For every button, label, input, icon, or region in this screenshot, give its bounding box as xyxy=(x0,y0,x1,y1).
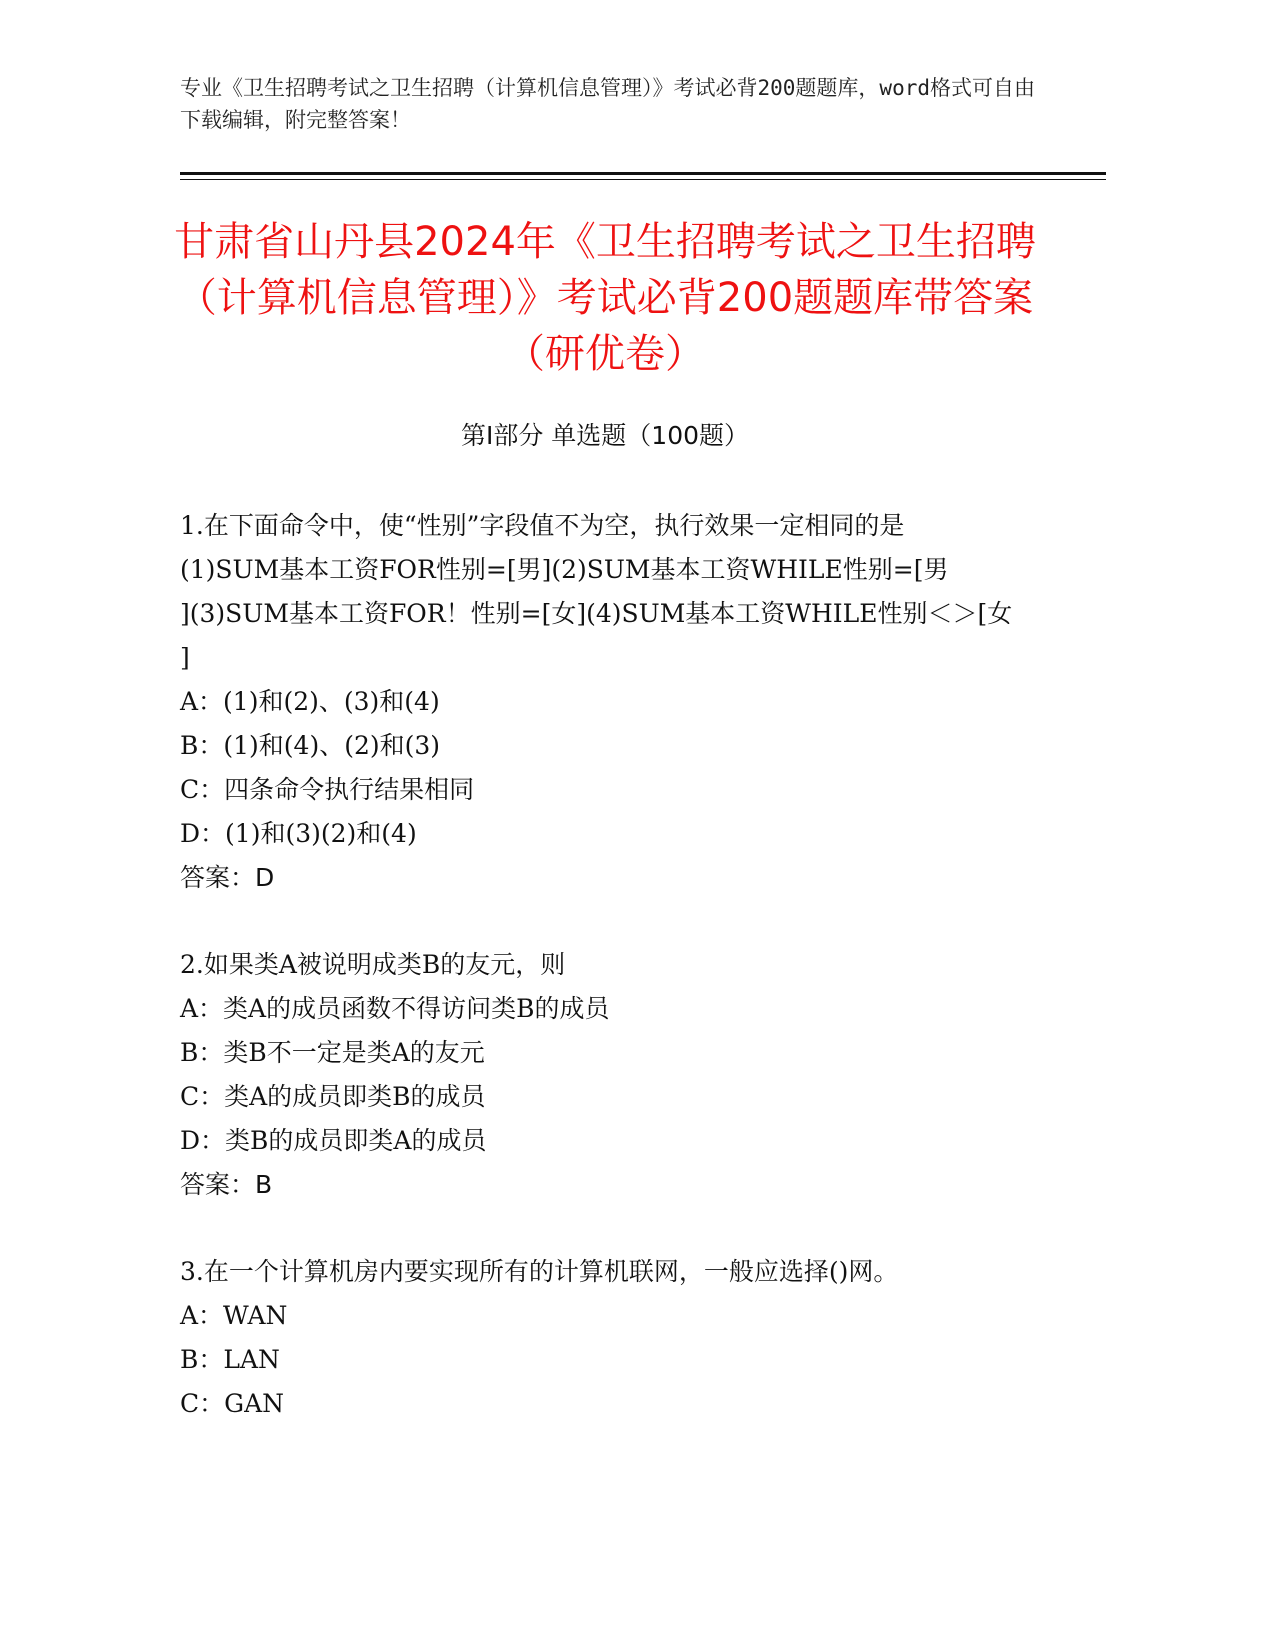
option-d: D：类B的成员即类A的成员 xyxy=(180,1126,487,1155)
option-c: C：四条命令执行结果相同 xyxy=(180,775,475,804)
option-a: A：类A的成员函数不得访问类B的成员 xyxy=(180,994,610,1023)
option-c: C：GAN xyxy=(180,1389,285,1418)
answer-line: 答案：B xyxy=(180,1170,273,1199)
option-b: B：LAN xyxy=(180,1345,280,1374)
question-stem-line: 1.在下面命令中，使“性别”字段值不为空，执行效果一定相同的是 xyxy=(180,511,905,540)
option-b: B：(1)和(4)、(2)和(3) xyxy=(180,731,441,760)
section-title: 第Ⅰ部分 单选题（100题） xyxy=(460,421,750,450)
option-a: A：(1)和(2)、(3)和(4) xyxy=(180,687,440,716)
question-stem-line: 2.如果类A被说明成类B的友元，则 xyxy=(180,950,566,979)
question-stem-line: (1)SUM基本工资FOR性别=[男](2)SUM基本工资WHILE性别=[男 xyxy=(180,555,949,584)
question-stem-line: ] xyxy=(180,643,190,672)
question-1 xyxy=(180,504,1050,900)
document-title: 甘肃省山丹县2024年《卫生招聘考试之卫生招聘（计算机信息管理）》考试必背200题题库带答案（研优卷） xyxy=(174,219,1036,377)
question-3 xyxy=(180,1250,1050,1426)
option-c: C：类A的成员即类B的成员 xyxy=(180,1082,486,1111)
question-2 xyxy=(180,943,1050,1207)
answer-line: 答案：D xyxy=(180,863,275,892)
option-d: D：(1)和(3)(2)和(4) xyxy=(180,819,417,848)
header-rule-thin xyxy=(180,179,1106,180)
question-stem-line: 3.在一个计算机房内要实现所有的计算机联网，一般应选择()网。 xyxy=(180,1257,899,1286)
header-rule-thick xyxy=(180,172,1106,175)
question-list xyxy=(180,504,1050,1469)
header-note: 专业《卫生招聘考试之卫生招聘（计算机信息管理）》考试必背200题题库，word格式可自由下载编辑，附完整答案！ xyxy=(180,76,1035,132)
option-b: B：类B不一定是类A的友元 xyxy=(180,1038,485,1067)
question-stem-line: ](3)SUM基本工资FOR！性别=[女](4)SUM基本工资WHILE性别＜＞[女 xyxy=(180,599,1013,628)
option-a: A：WAN xyxy=(180,1301,288,1330)
